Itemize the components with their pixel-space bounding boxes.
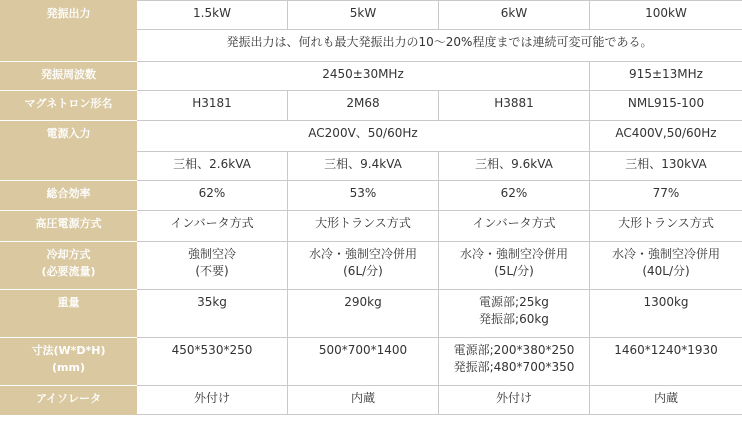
magnetron-value: NML915-100: [590, 91, 742, 121]
row-output-values: [1, 1, 742, 30]
magnetron-value: H3181: [137, 91, 288, 121]
row-header-cooling: [1, 242, 137, 290]
weight-value: 1300kg: [590, 290, 742, 338]
hv-supply-value: 大形トランス方式: [590, 211, 742, 242]
row-header-frequency: 発振周波数: [1, 62, 137, 91]
cooling-label-line2: (必要流量): [41, 265, 96, 278]
dimensions-oscillator-unit: 発振部;480*700*350: [453, 360, 575, 374]
magnetron-value: H3881: [439, 91, 590, 121]
dimensions-power-unit: 電源部;200*380*250: [453, 343, 575, 357]
row-header-output: 発振出力: [1, 1, 137, 62]
cooling-flow: (5L/分): [494, 264, 534, 278]
power-input-last: AC400V,50/60Hz: [590, 121, 742, 152]
dimensions-label-line1: 寸法(W*D*H): [31, 344, 106, 357]
cooling-value: [137, 242, 288, 290]
cooling-value: [590, 242, 742, 290]
power-phase-value: 三相、9.6kVA: [439, 152, 590, 181]
row-dimensions: [1, 338, 742, 386]
cooling-flow: (40L/分): [642, 264, 690, 278]
row-header-magnetron: マグネトロン形名: [1, 91, 137, 121]
power-phase-value: 三相、2.6kVA: [137, 152, 288, 181]
power-phase-value: 三相、130kVA: [590, 152, 742, 181]
cooling-method: 水冷・強制空冷併用: [308, 247, 417, 261]
dimensions-value: 1460*1240*1930: [590, 338, 742, 386]
cooling-value: [288, 242, 439, 290]
frequency-shared: 2450±30MHz: [137, 62, 590, 91]
output-note: 発振出力は、何れも最大発振出力の10～20%程度までは連続可変可能である。: [137, 30, 742, 62]
weight-value-split: [439, 290, 590, 338]
cooling-value: [439, 242, 590, 290]
isolator-value: 内蔵: [590, 386, 742, 415]
row-magnetron: [1, 91, 742, 121]
cooling-label-line1: 冷却方式: [46, 248, 91, 261]
cooling-method: 水冷・強制空冷併用: [459, 247, 568, 261]
isolator-value: 外付け: [137, 386, 288, 415]
dimensions-value: 450*530*250: [137, 338, 288, 386]
efficiency-value: 62%: [439, 181, 590, 211]
row-power-input: [1, 121, 742, 152]
output-value: 5kW: [288, 1, 439, 30]
power-phase-value: 三相、9.4kVA: [288, 152, 439, 181]
row-weight: [1, 290, 742, 338]
cooling-method: 水冷・強制空冷併用: [611, 247, 720, 261]
cooling-flow: (6L/分): [343, 264, 383, 278]
row-isolator: [1, 386, 742, 415]
cooling-method: 強制空冷: [187, 247, 236, 261]
row-header-power-input: 電源入力: [1, 121, 137, 181]
cooling-flow: (不要): [195, 264, 229, 278]
efficiency-value: 53%: [288, 181, 439, 211]
row-header-isolator: アイソレータ: [1, 386, 137, 415]
output-value: 100kW: [590, 1, 742, 30]
dimensions-value: 500*700*1400: [288, 338, 439, 386]
row-efficiency: [1, 181, 742, 211]
efficiency-value: 77%: [590, 181, 742, 211]
magnetron-value: 2M68: [288, 91, 439, 121]
efficiency-value: 62%: [137, 181, 288, 211]
hv-supply-value: インバータ方式: [439, 211, 590, 242]
weight-value: 35kg: [137, 290, 288, 338]
power-input-shared: AC200V、50/60Hz: [137, 121, 590, 152]
output-value: 1.5kW: [137, 1, 288, 30]
row-frequency: [1, 62, 742, 91]
dimensions-label-line2: (mm): [52, 361, 85, 374]
row-header-efficiency: 総合効率: [1, 181, 137, 211]
hv-supply-value: インバータ方式: [137, 211, 288, 242]
row-cooling: [1, 242, 742, 290]
hv-supply-value: 大形トランス方式: [288, 211, 439, 242]
dimensions-value-split: [439, 338, 590, 386]
frequency-last: 915±13MHz: [590, 62, 742, 91]
isolator-value: 内蔵: [288, 386, 439, 415]
isolator-value: 外付け: [439, 386, 590, 415]
row-header-dimensions: [1, 338, 137, 386]
row-hv-supply: [1, 211, 742, 242]
weight-value: 290kg: [288, 290, 439, 338]
output-value: 6kW: [439, 1, 590, 30]
weight-power-unit: 電源部;25kg: [479, 295, 549, 309]
weight-oscillator-unit: 発振部;60kg: [479, 312, 549, 326]
row-header-weight: 重量: [1, 290, 137, 338]
row-header-hv-supply: 高圧電源方式: [1, 211, 137, 242]
